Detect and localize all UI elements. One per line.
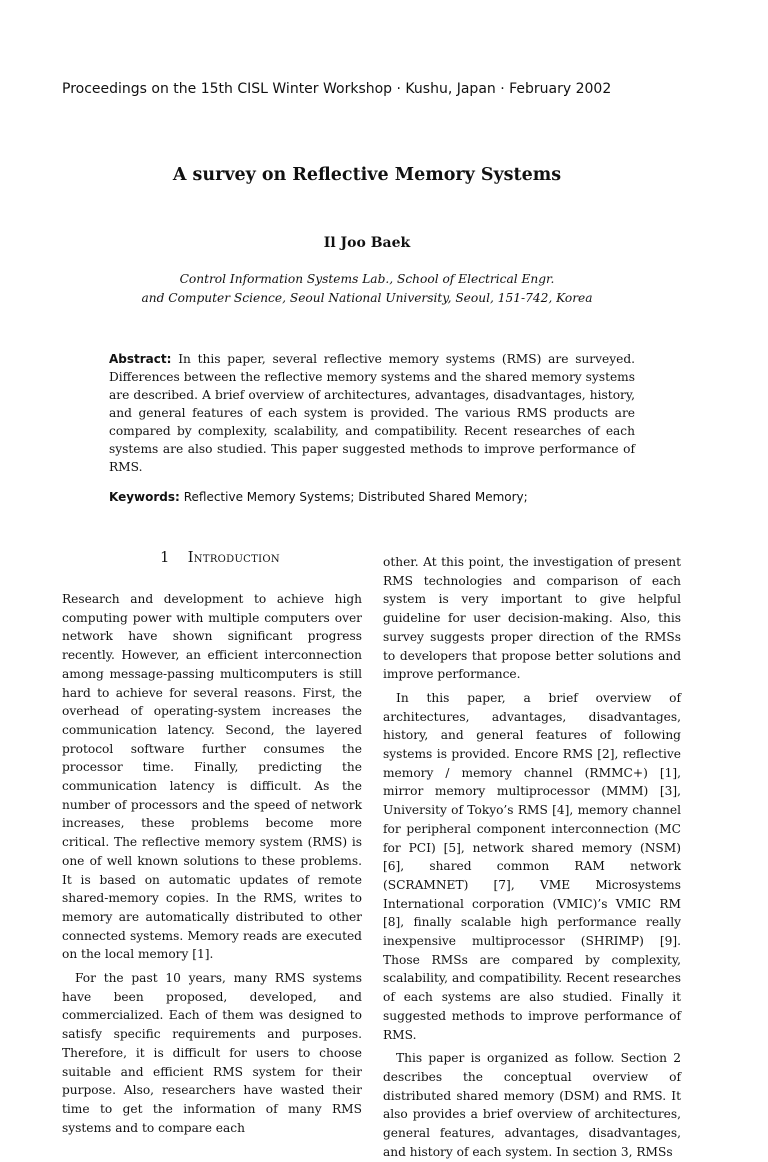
abstract-text: In this paper, several reflective memory systems (RMS) are surveyed. Differences between the reflective memory systems and the shared memory systems are described. A brief overview of architectures, advantages, disadvantages, history, and general features of each system is provided. The various RMS products are compared by complexity, scalability, and compatibility. Recent researches of each systems are also studied. This paper suggested methods to improve performance of RMS. (109, 352, 635, 474)
right-column (383, 553, 681, 1162)
paragraph: other. At this point, the investigation of present RMS technologies and comparison of each system is very important to give helpful guideline for user decision-making. Also, this survey suggests proper direction of the RMSs to developers that propose better solutions and improve performance. (383, 555, 681, 682)
paper-title: A survey on Reflective Memory Systems (172, 165, 562, 185)
affiliation-line-2: and Computer Science, Seoul National University, Seoul, 151-742, Korea (141, 291, 593, 305)
abstract-label: Abstract: (109, 352, 172, 366)
keywords-text: Reflective Memory Systems; Distributed Shared Memory; (183, 490, 528, 504)
paragraph: This paper is organized as follow. Section 2 describes the conceptual overview of distributed shared memory (DSM) and RMS. It also provides a brief overview of architectures, general features, advantages, disadvantages, and history of each system. In section 3, RMSs (383, 1051, 681, 1159)
keywords-label: Keywords: (109, 490, 180, 504)
paragraph: Research and development to achieve high computing power with multiple computers over network have shown significant progress recently. However, an efficient interconnection among message-passing multicomputers is still hard to achieve for several reasons. First, the overhead of operating-system increases the communication latency. Second, the layered protocol software further consumes the processor time. Finally, predicting the communication latency is difficult. As the number of processors and the speed of network increases, these problems become more critical. The reflective memory system (RMS) is one of well known solutions to these problems. It is based on automatic updates of remote shared-memory copies. In the RMS, writes to memory are automatically distributed to other connected systems. Memory reads are executed on the local memory [1]. (62, 592, 362, 962)
section-title: Introduction (187, 550, 280, 566)
affiliation (0, 270, 734, 308)
abstract (109, 350, 635, 476)
proceedings-header: Proceedings on the 15th CISL Winter Workshop · Kushu, Japan · February 2002 (62, 81, 612, 97)
affiliation-line-1: Control Information Systems Lab., School of Electrical Engr. (179, 272, 555, 286)
section-heading-introduction (62, 550, 378, 566)
keywords (109, 488, 635, 506)
author-name: Il Joo Baek (323, 235, 411, 251)
paragraph: In this paper, a brief overview of architectures, advantages, disadvantages, history, and general features of following systems is provided. Encore RMS [2], reflective memory / memory channel (RMMC+) [1], mirror memory multiprocessor (MMM) [3], University of Tokyo’s RMS [4], memory channel for peripheral component interconnection (MC for PCI) [5], network shared memory (NSM) [6], shared common RAM network (SCRAMNET) [7], VME Microsystems International corporation (VMIC)’s VMIC RM [8], finally scalable high performance really inexpensive multiprocessor (SHRIMP) [9]. Those RMSs are compared by complexity, scalability, and compatibility. Recent researches of each systems are also studied. Finally it suggested methods to improve performance of RMS. (383, 690, 681, 1042)
paragraph: For the past 10 years, many RMS systems have been proposed, developed, and commercialized. Each of them was designed to satisfy specific requirements and purposes. Therefore, it is difficult for users to choose suitable and efficient RMS system for their purpose. Also, researchers have wasted their time to get the information of many RMS systems and to compare each (62, 971, 362, 1135)
section-number: 1 (160, 550, 170, 566)
left-column (62, 590, 362, 1137)
